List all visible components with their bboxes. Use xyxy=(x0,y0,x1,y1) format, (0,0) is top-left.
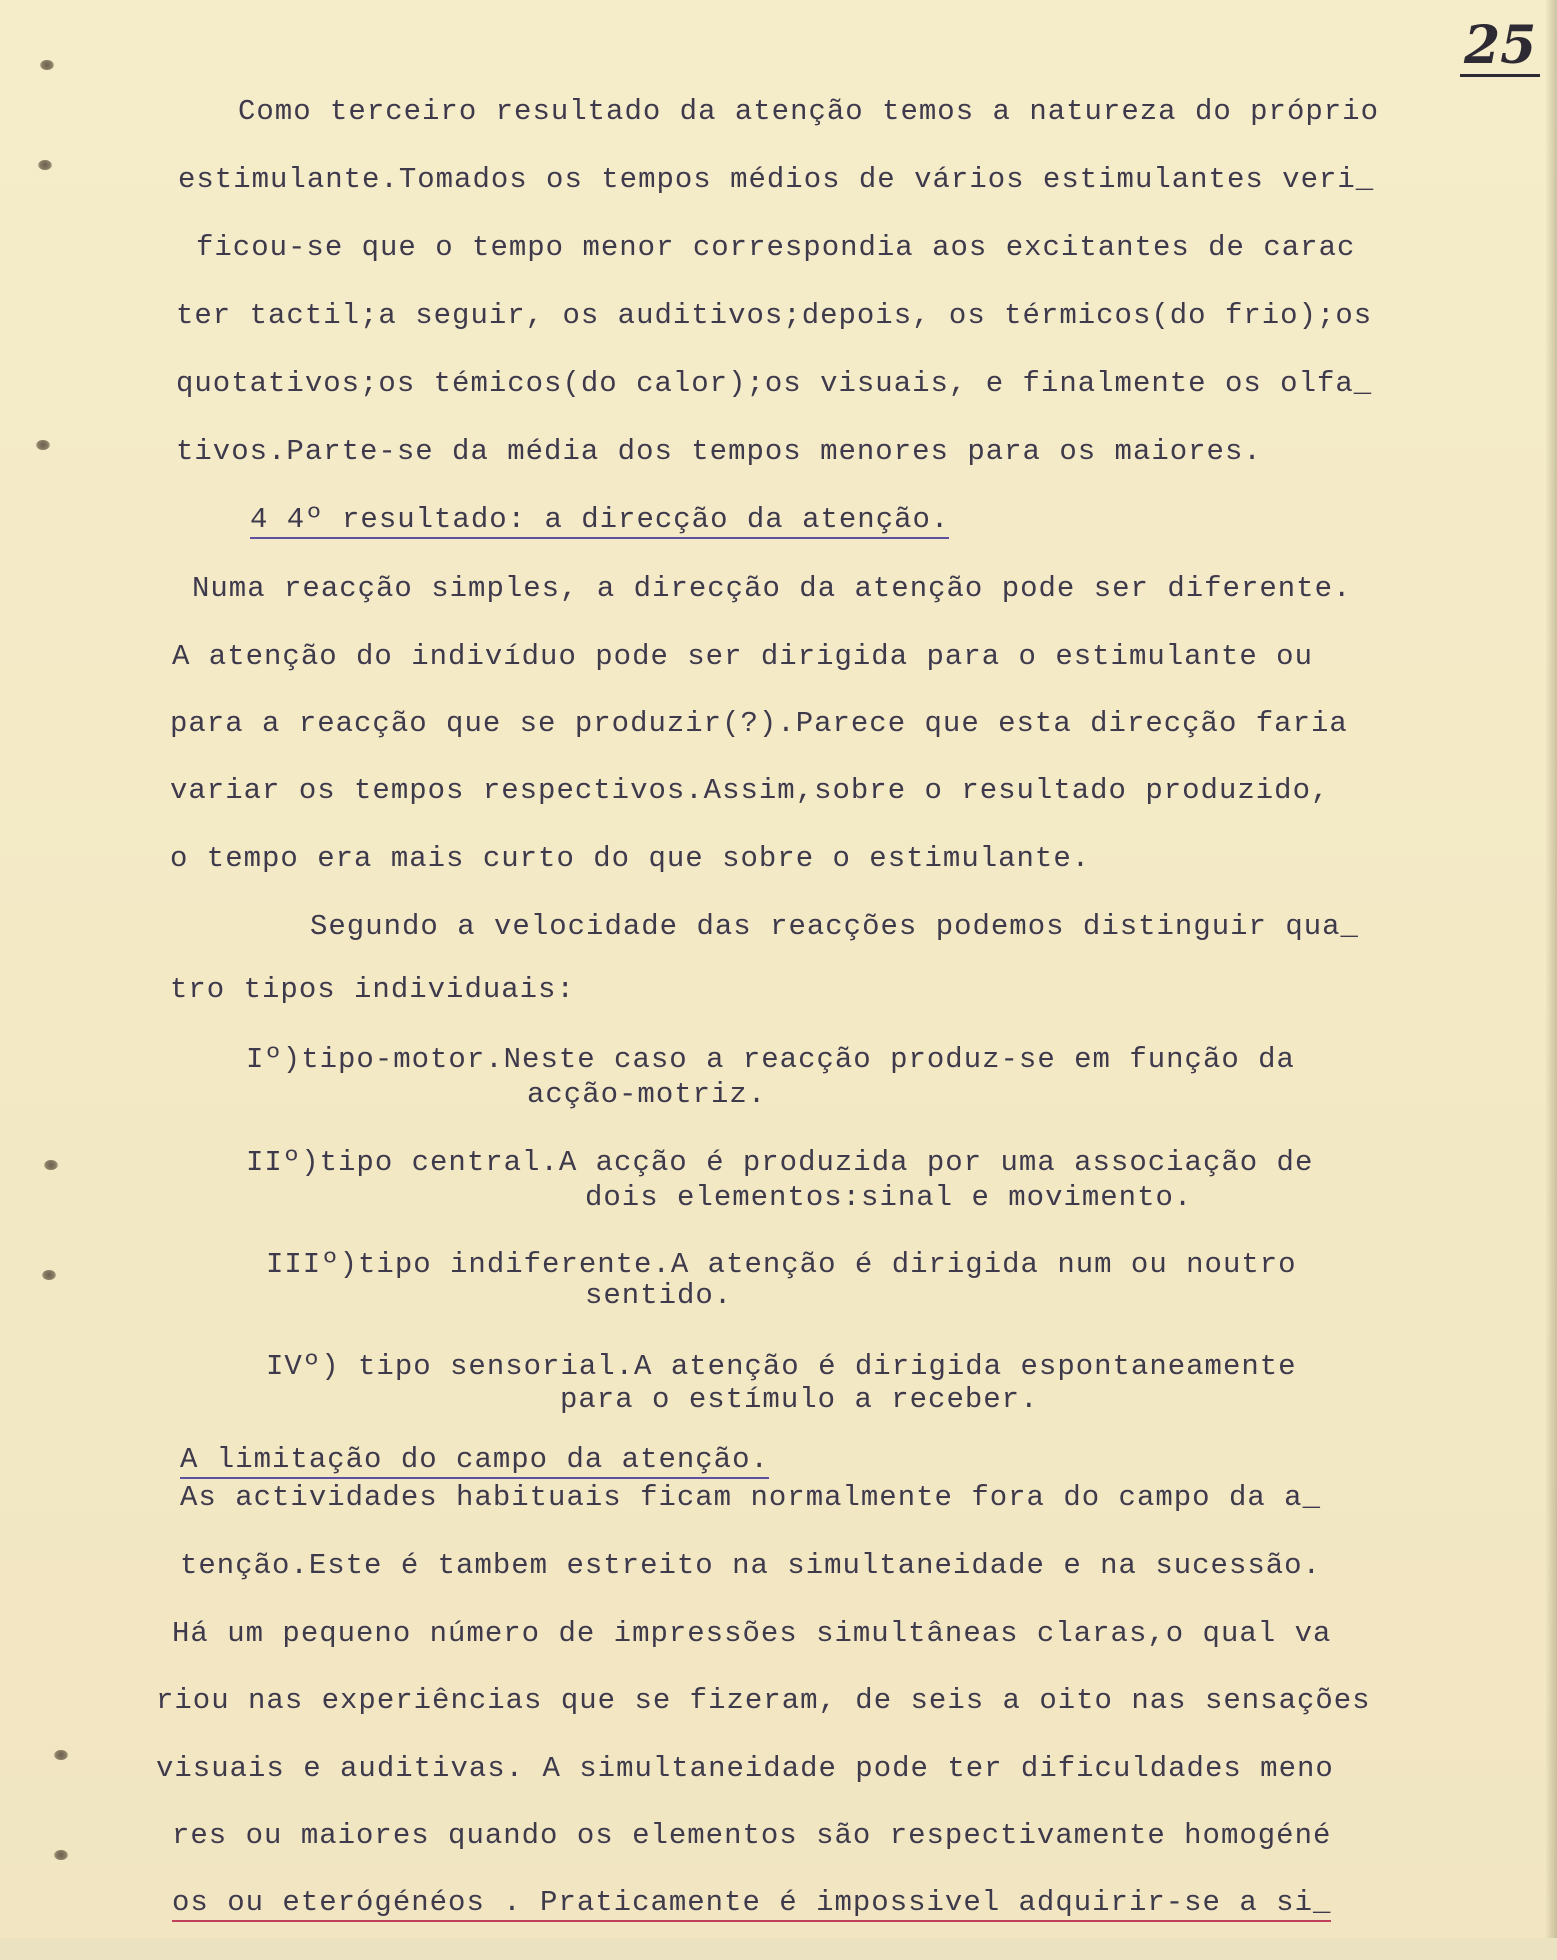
type-item-title: Iº)tipo-motor.Neste caso a reacção produz-se em função da xyxy=(246,1043,1295,1076)
text-line: tivos.Parte-se da média dos tempos menores para os maiores. xyxy=(176,435,1262,468)
binder-hole xyxy=(42,1270,56,1280)
page-edge-shadow xyxy=(1545,0,1557,1960)
binder-hole xyxy=(44,1160,58,1170)
type-item-detail: para o estímulo a receber. xyxy=(560,1383,1039,1416)
scan-bottom-strip xyxy=(0,1938,1557,1960)
text-line: estimulante.Tomados os tempos médios de vários estimulantes veri_ xyxy=(178,163,1375,196)
text-line: Segundo a velocidade das reacções podemos distinguir qua_ xyxy=(310,910,1359,943)
text-line: visuais e auditivas. A simultaneidade pode ter dificuldades meno xyxy=(156,1752,1334,1785)
text-line: Como terceiro resultado da atenção temos a natureza do próprio xyxy=(238,95,1379,128)
text-line: A atenção do indivíduo pode ser dirigida para o estimulante ou xyxy=(172,640,1313,673)
text-line: Há um pequeno número de impressões simultâneas claras,o qual va xyxy=(172,1617,1332,1650)
text-line: variar os tempos respectivos.Assim,sobre o resultado produzido, xyxy=(170,774,1330,807)
type-item-detail: acção-motriz. xyxy=(527,1078,767,1111)
text-line: para a reacção que se produzir(?).Parece que esta direcção faria xyxy=(170,707,1348,740)
binder-hole xyxy=(40,60,54,70)
binder-hole xyxy=(54,1850,68,1860)
binder-hole xyxy=(36,440,50,450)
section-heading: 4 4º resultado: a direcção da atenção. xyxy=(250,503,949,539)
text-line: Numa reacção simples, a direcção da atenção pode ser diferente. xyxy=(192,572,1352,605)
text-line: tenção.Este é tambem estreito na simultaneidade e na sucessão. xyxy=(180,1549,1321,1582)
page-number: 25 xyxy=(1460,18,1540,77)
type-item-title: IIº)tipo central.A acção é produzida por uma associação de xyxy=(246,1146,1314,1179)
type-item-detail: dois elementos:sinal e movimento. xyxy=(585,1181,1193,1214)
text-line: As actividades habituais ficam normalmente fora do campo da a_ xyxy=(180,1481,1321,1514)
text-line: ter tactil;a seguir, os auditivos;depois, os térmicos(do frio);os xyxy=(176,299,1373,332)
text-line: riou nas experiências que se fizeram, de seis a oito nas sensações xyxy=(156,1684,1371,1717)
text-line: o tempo era mais curto do que sobre o estimulante. xyxy=(170,842,1091,875)
text-line: quotativos;os témicos(do calor);os visuais, e finalmente os olfa_ xyxy=(176,367,1373,400)
section-heading: A limitação do campo da atenção. xyxy=(180,1443,769,1479)
text-line: tro tipos individuais: xyxy=(170,973,575,1006)
type-item-title: IIIº)tipo indiferente.A atenção é dirigida num ou noutro xyxy=(266,1248,1297,1281)
text-line: res ou maiores quando os elementos são respectivamente homogéné xyxy=(172,1819,1332,1852)
type-item-detail: sentido. xyxy=(585,1279,733,1312)
text-line: os ou eterógénéos . Praticamente é impossivel adquirir-se a si_ xyxy=(172,1886,1331,1922)
binder-hole xyxy=(54,1750,68,1760)
type-item-title: IVº) tipo sensorial.A atenção é dirigida espontaneamente xyxy=(266,1350,1297,1383)
text-line: ficou-se que o tempo menor correspondia aos excitantes de carac xyxy=(196,231,1356,264)
binder-hole xyxy=(38,160,52,170)
